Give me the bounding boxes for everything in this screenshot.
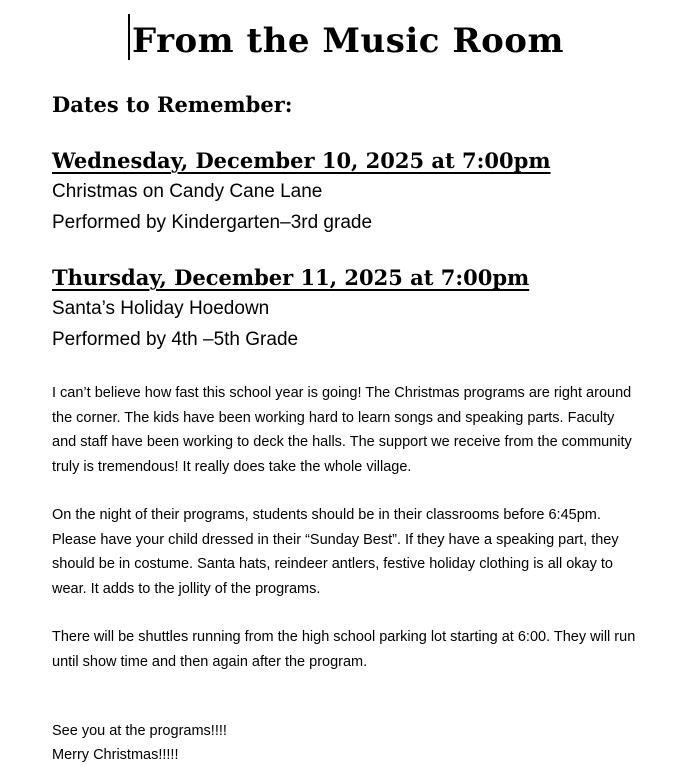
event-date: Thursday, December 11, 2025 at 7:00pm xyxy=(52,265,530,290)
page-title: From the Music Room xyxy=(132,21,564,61)
closing xyxy=(52,719,227,767)
title-area xyxy=(0,14,692,61)
paragraph-instructions: On the night of their programs, students should be in their classrooms before 6:45pm. Please have your child dressed in their “Sunday Best”. If they have a speaking part, they should be in costume. Santa hats, reindeer antlers, festive holiday clothing is all okay to wear. It adds to the jollity of the programs. xyxy=(52,507,619,597)
closing-line: Merry Christmas!!!!! xyxy=(52,747,179,763)
paragraph-shuttles: There will be shuttles running from the high school parking lot starting at 6:00. They will run until show time and then again after the program. xyxy=(52,629,636,670)
event-performers: Performed by Kindergarten–3rd grade xyxy=(52,212,373,233)
closing-line: See you at the programs!!!! xyxy=(52,723,227,739)
text-cursor xyxy=(128,14,130,60)
dates-heading: Dates to Remember: xyxy=(52,92,293,117)
event-date: Wednesday, December 10, 2025 at 7:00pm xyxy=(52,148,551,173)
event-wednesday xyxy=(52,146,551,238)
event-performers: Performed by 4th –5th Grade xyxy=(52,329,299,350)
event-program: Christmas on Candy Cane Lane xyxy=(52,181,323,202)
paragraph-intro: I can’t believe how fast this school year is going! The Christmas programs are right around the corner. The kids have been working hard to learn songs and speaking parts. Faculty and staff have been working to deck the halls. The support we receive from the community truly is tremendous! It really does take the whole village. xyxy=(52,385,632,475)
event-thursday xyxy=(52,263,529,355)
event-program: Santa’s Holiday Hoedown xyxy=(52,298,270,319)
